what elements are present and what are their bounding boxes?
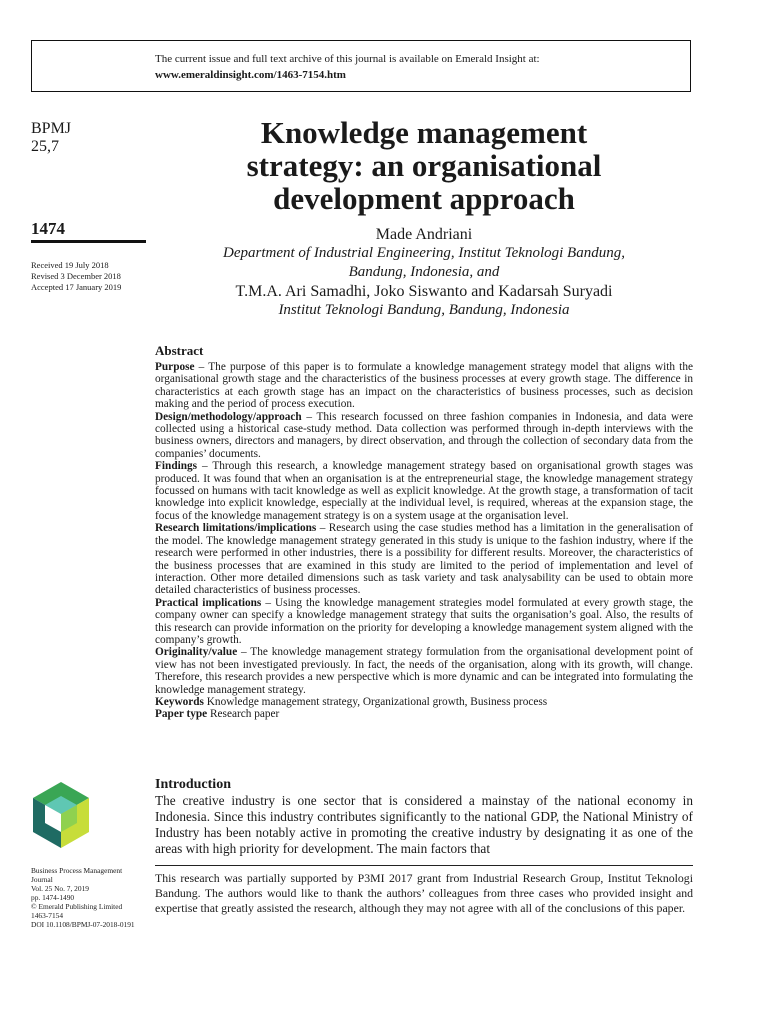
author-name: T.M.A. Ari Samadhi, Joko Siswanto and Kadarsah Suryadi <box>235 283 613 300</box>
introduction-text: The creative industry is one sector that is considered a mainstay of the national economy in Indonesia. Since this industry contributes significantly to the national GDP, the National Ministry of Industry has been notably active in promoting the creative industry by designating it as one of the areas with high priority for development. The main factors that <box>155 793 693 856</box>
section-label: Design/methodology/approach <box>155 410 302 423</box>
journal-url-link[interactable]: www.emeraldinsight.com/1463-7154.htm <box>155 69 346 81</box>
journal-abbreviation <box>31 120 71 156</box>
abstract-practical <box>155 597 693 647</box>
journal-access-box <box>31 40 691 92</box>
author-affiliation: Department of Industrial Engineering, Institut Teknologi Bandung, <box>223 245 625 261</box>
doi-link[interactable]: DOI 10.1108/BPMJ-07-2018-0191 <box>31 920 135 929</box>
section-text: – The knowledge management strategy formulation from the organisational development point of view has not been investigated previously. In fact, the needs of the organisation, along with its growth, will change. Therefore, this research provides a new perspective which is more dynamic and can be integrated into formulating the knowledge management strategy. <box>155 646 693 696</box>
introduction-section <box>155 777 693 857</box>
revised-date: Revised 3 December 2018 <box>31 271 121 281</box>
journal-volume: 25,7 <box>31 138 59 155</box>
abstract-section <box>155 343 693 721</box>
footnote-divider <box>155 865 693 866</box>
pub-info-line: Business Process Management <box>31 866 123 875</box>
publication-info <box>31 866 146 929</box>
section-text: – Through this research, a knowledge management strategy based on organisational growth stages was produced. It was found that when an organisation is at the entrepreneurial stage, the knowledge management strategy focussed on humans with tacit knowledge as well as explicit knowledge. At the growth stage, a transformation of tacit knowledge into explicit knowledge, especially at the individual level, is required, whereas at the expansion stage, the focus of the knowledge management strategy is on a system usage at the organisation level. <box>155 460 693 522</box>
section-label: Findings <box>155 460 198 473</box>
received-date: Received 19 July 2018 <box>31 260 109 270</box>
author-name: Made Andriani <box>375 226 473 243</box>
accepted-date: Accepted 17 January 2019 <box>31 282 122 292</box>
abstract-paper-type <box>155 708 693 720</box>
section-text: – This research focussed on three fashion companies in Indonesia, and data were collected using a historical case-study method. Data collection was performed through in-depth interviews with the business owners, directors and managers, by direct observation, and through the collection of secondary data from the companies’ documents. <box>155 410 693 460</box>
section-label: Paper type <box>155 708 208 721</box>
funding-footnote: This research was partially supported by P3MI 2017 grant from Industrial Research Group, Institut Teknologi Bandung. The authors would like to thank the authors’ colleagues from three cases who provided insight and expertise that greatly assisted the research, although they may not agree with all of the conclusions of this paper. <box>155 871 693 915</box>
abstract-design <box>155 411 693 461</box>
section-label: Purpose <box>155 361 195 373</box>
section-label: Keywords <box>155 695 204 708</box>
page-number-rule <box>31 240 146 243</box>
abstract-findings <box>155 460 693 522</box>
section-text: Research paper <box>207 708 280 721</box>
page-number: 1474 <box>31 219 65 238</box>
section-text: – Using the knowledge management strategies model formulated at every growth stage, the company owner can specify a knowledge management strategy that suits the organisation’s goal. Also, the results of this research can provide information on the priority for developing a knowledge management system aligned with the company’s growth. <box>155 596 693 646</box>
section-text: Knowledge management strategy, Organizational growth, Business process <box>203 695 548 708</box>
section-label: Originality/value <box>155 646 238 659</box>
title-line: strategy: an organisational <box>246 148 602 183</box>
emerald-logo-icon <box>31 782 91 850</box>
pub-info-line: Vol. 25 No. 7, 2019 <box>31 884 89 893</box>
abstract-keywords <box>155 696 693 708</box>
pub-info-line: © Emerald Publishing Limited <box>31 902 123 911</box>
section-label: Research limitations/implications <box>155 522 317 535</box>
pub-info-line: Journal <box>31 875 53 884</box>
title-line: development approach <box>273 181 575 216</box>
author-affiliation: Institut Teknologi Bandung, Bandung, Indonesia <box>278 302 570 318</box>
paper-title <box>155 116 693 215</box>
abstract-purpose <box>155 361 693 411</box>
abstract-originality <box>155 646 693 696</box>
section-text: – The purpose of this paper is to formulate a knowledge management strategy model that aligns with the organisational growth stage and the characteristics of the business processes at every growth stage. The difference in characteristics at each growth stage has an impact on the characteristics of business processes, such as decision making and the period of process execution. <box>155 361 693 411</box>
author-affiliation: Bandung, Indonesia, and <box>348 264 500 280</box>
journal-abbr-text: BPMJ <box>31 120 72 137</box>
article-dates <box>31 260 121 293</box>
section-label: Practical implications <box>155 596 262 609</box>
abstract-heading: Abstract <box>155 343 204 358</box>
introduction-heading: Introduction <box>155 777 231 792</box>
pub-info-line: pp. 1474-1490 <box>31 893 75 902</box>
access-text: The current issue and full text archive of this journal is available on Emerald Insight at: <box>155 53 540 65</box>
abstract-limitations <box>155 522 693 596</box>
title-line: Knowledge management <box>260 115 588 150</box>
pub-info-line: 1463-7154 <box>31 911 64 920</box>
author-block <box>155 225 693 320</box>
section-text: – Research using the case studies method has a limitation in the generalisation of the model. The knowledge management strategy generated in this study is unique to the fashion industry, where if the research were performed in other industries, there is a possibility for different results. Moreover, the characteristics of the business processes that are examined in this study are limited to the period of implementation and level of interaction. Other more detailed dimensions such as task variety and task analysability can be used to obtain more detailed characteristics of business processes. <box>155 522 694 597</box>
